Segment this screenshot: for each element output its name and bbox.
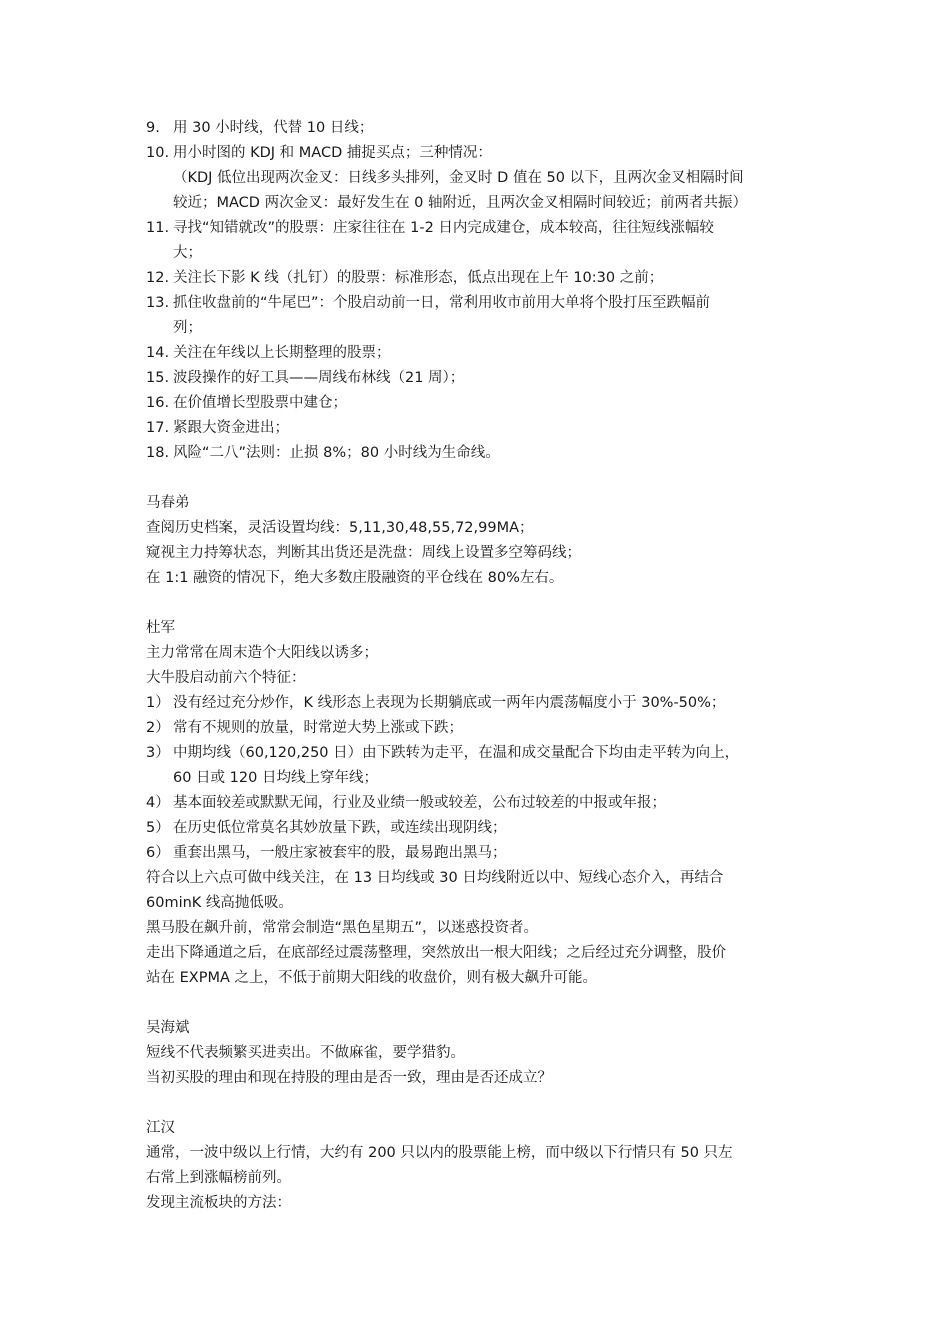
list-item: 16. 在价值增长型股票中建仓； [0, 391, 950, 416]
section-heading: 杜军 [146, 620, 175, 636]
list-item: 17. 紧跟大资金进出； [0, 416, 950, 441]
section-heading: 吴海斌 [146, 1020, 190, 1036]
section-jiang [0, 1116, 950, 1216]
list-item: 15. 波段操作的好工具——周线布林线（21 周）； [0, 366, 950, 391]
feature-item: 4） 基本面较差或默默无闻，行业及业绩一般或较差，公布过较差的中报或年报； [0, 791, 950, 816]
list-item: 11. 寻找“知错就改”的股票：庄家往往在 1-2 日内完成建仓，成本较高，往往短线涨幅较 [0, 216, 950, 241]
spacer [0, 466, 950, 491]
spacer [0, 591, 950, 616]
item-number: 13. [146, 295, 170, 311]
feature-label: 3） [146, 745, 170, 761]
list-item-continuation: 列； [173, 320, 202, 336]
paragraph-line: 60minK 线高抛低吸。 [146, 895, 293, 911]
item-number: 14. [146, 345, 170, 361]
list-item-continuation: 大； [173, 245, 202, 261]
spacer [0, 1091, 950, 1116]
feature-item: 2） 常有不规则的放量，时常逆大势上涨或下跌； [0, 716, 950, 741]
feature-item: 5） 在历史低位常莫名其妙放量下跌，或连续出现阴线； [0, 816, 950, 841]
item-number: 17. [146, 420, 170, 436]
section-wu [0, 1016, 950, 1091]
paragraph-line: 当初买股的理由和现在持股的理由是否一致，理由是否还成立？ [146, 1070, 552, 1086]
paragraph-line: 站在 EXPMA 之上，不低于前期大阳线的收盘价，则有极大飙升可能。 [146, 970, 597, 986]
item-number: 16. [146, 395, 170, 411]
list-item: 13. 抓住收盘前的“牛尾巴”：个股启动前一日，常利用收市前用大单将个股打压至跌幅前 [0, 291, 950, 316]
paragraph-line: 通常，一波中级以上行情，大约有 200 只以内的股票能上榜，而中级以下行情只有 50 只左 [146, 1145, 733, 1161]
paragraph-line: 发现主流板块的方法： [146, 1195, 291, 1211]
feature-item: 6） 重套出黑马，一般庄家被套牢的股，最易跑出黑马； [0, 841, 950, 866]
paragraph-line: 符合以上六点可做中线关注，在 13 日均线或 30 日均线附近以中、短线心态介入，再结合 [146, 870, 724, 886]
feature-label: 6） [146, 845, 170, 861]
paragraph-line: 短线不代表频繁买进卖出。不做麻雀，要学猎豹。 [146, 1045, 465, 1061]
section-heading: 马春弟 [146, 495, 190, 511]
list-item: 14. 关注在年线以上长期整理的股票； [0, 341, 950, 366]
paragraph-line: 主力常常在周末造个大阳线以诱多； [146, 645, 378, 661]
list-item-continuation: （KDJ 低位出现两次金叉：日线多头排列，金叉时 D 值在 50 以下，且两次金叉相隔时间 [173, 170, 744, 186]
item-number: 18. [146, 445, 170, 461]
paragraph-line: 在 1:1 融资的情况下，绝大多数庄股融资的平仓线在 80%左右。 [146, 570, 564, 586]
section-ma [0, 491, 950, 591]
item-number: 10. [146, 145, 170, 161]
list-item: 9. 用 30 小时线，代替 10 日线； [0, 116, 950, 141]
document-page [0, 116, 950, 1216]
feature-item: 1） 没有经过充分炒作，K 线形态上表现为长期躺底或一两年内震荡幅度小于 30%-50%； [0, 691, 950, 716]
paragraph-line: 黑马股在飙升前，常常会制造“黑色星期五”，以迷惑投资者。 [146, 920, 539, 936]
item-number: 9. [146, 120, 160, 136]
section-du [0, 616, 950, 991]
item-number: 15. [146, 370, 170, 386]
list-item: 10. 用小时图的 KDJ 和 MACD 捕捉买点；三种情况： [0, 141, 950, 166]
feature-label: 5） [146, 820, 170, 836]
paragraph-line: 走出下降通道之后，在底部经过震荡整理，突然放出一根大阳线；之后经过充分调整，股价 [146, 945, 726, 961]
paragraph-line: 右常上到涨幅榜前列。 [146, 1170, 291, 1186]
item-number: 11. [146, 220, 170, 236]
spacer [0, 991, 950, 1016]
section-heading: 江汉 [146, 1120, 175, 1136]
paragraph-line: 大牛股启动前六个特征： [146, 670, 306, 686]
paragraph-line: 窥视主力持筹状态，判断其出货还是洗盘：周线上设置多空筹码线； [146, 545, 581, 561]
feature-label: 1） [146, 695, 170, 711]
feature-item: 3） 中期均线（60,120,250 日）由下跌转为走平，在温和成交量配合下均由走平转为向上， [0, 741, 950, 766]
feature-continuation: 60 日或 120 日均线上穿年线； [173, 770, 378, 786]
list-item-continuation: 较近；MACD 两次金叉：最好发生在 0 轴附近，且两次金叉相隔时间较近；前两者共振） [173, 195, 748, 211]
list-item: 12. 关注长下影 K 线（扎钉）的股票：标准形态，低点出现在上午 10:30 之前； [0, 266, 950, 291]
feature-label: 2） [146, 720, 170, 736]
list-item: 18. 风险“二八”法则：止损 8%；80 小时线为生命线。 [0, 441, 950, 466]
paragraph-line: 查阅历史档案，灵活设置均线：5,11,30,48,55,72,99MA； [146, 520, 534, 536]
feature-label: 4） [146, 795, 170, 811]
numbered-list [0, 116, 950, 466]
item-number: 12. [146, 270, 170, 286]
